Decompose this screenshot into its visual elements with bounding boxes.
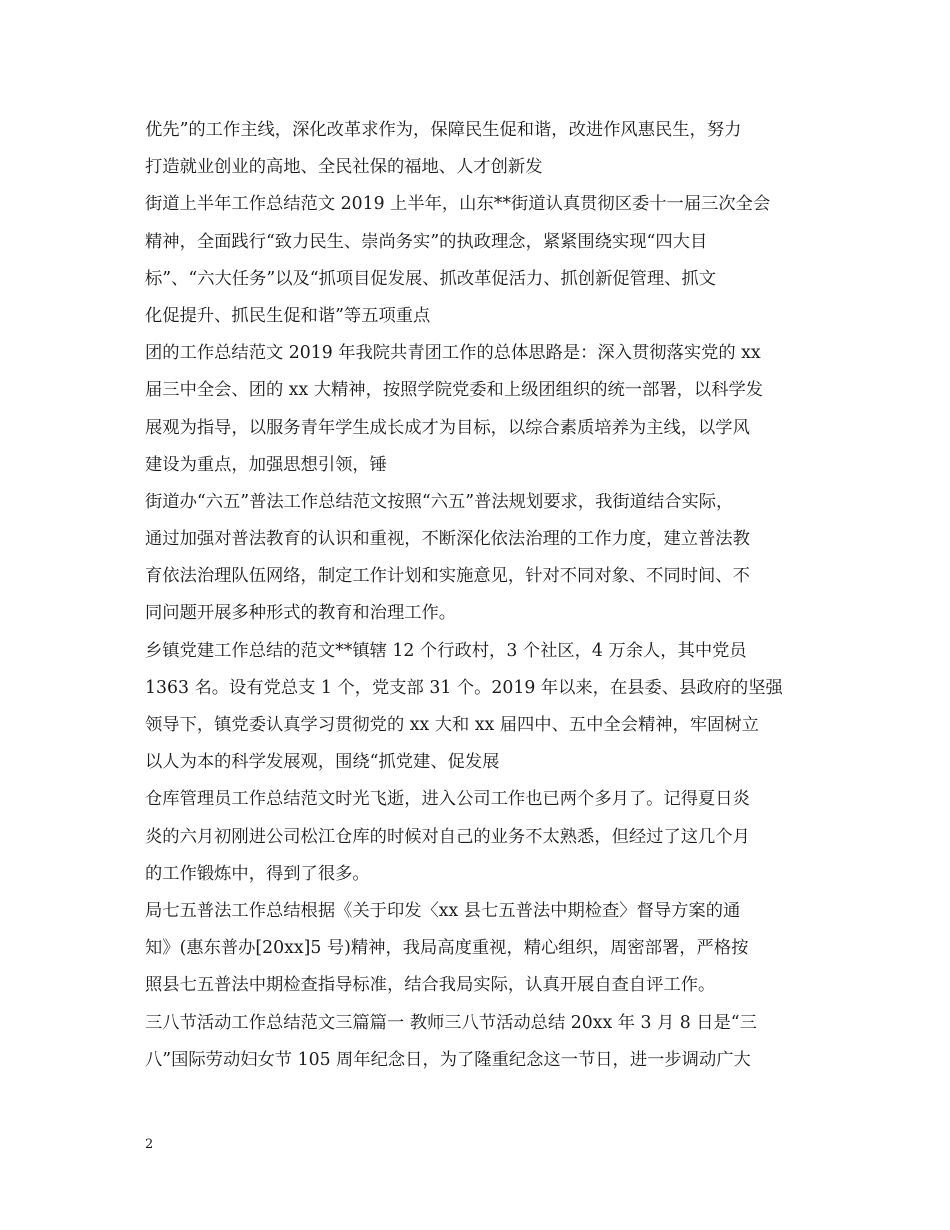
- text-line: 炎的六月初刚进公司松江仓库的时候对自己的业务不太熟悉，但经过了这几个月: [145, 826, 750, 847]
- text-line: 三八节活动工作总结范文三篇篇一 教师三八节活动总结 20xx 年 3 月 8 日是“三: [145, 1012, 757, 1033]
- text-line: 建设为重点，加强思想引领，锤: [145, 454, 387, 475]
- text-line: 届三中全会、团的 xx 大精神，按照学院党委和上级团组织的统一部署，以科学发: [145, 380, 764, 401]
- text-line: 标”、“六大任务”以及“抓项目促发展、抓改革促活力、抓创新促管理、抓文: [145, 268, 717, 289]
- text-line: 1363 名。设有党总支 1 个，党支部 31 个。2019 年以来，在县委、县政府的坚强: [145, 677, 783, 698]
- text-line: 通过加强对普法教育的认识和重视，不断深化依法治理的工作力度，建立普法教: [145, 529, 750, 550]
- text-line: 打造就业创业的高地、全民社保的福地、人才创新发: [145, 157, 543, 178]
- text-line: 以人为本的科学发展观，围绕“抓党建、促发展: [145, 752, 500, 773]
- text-line: 领导下，镇党委认真学习贯彻党的 xx 大和 xx 届四中、五中全会精神，牢固树立: [145, 715, 759, 735]
- text-line: 仓库管理员工作总结范文时光飞逝，进入公司工作也已两个多月了。记得夏日炎: [145, 789, 750, 810]
- page-number: 2: [145, 1137, 154, 1152]
- text-line: 展观为指导，以服务青年学生成长成才为目标，以综合素质培养为主线，以学风: [145, 417, 750, 438]
- text-line: 优先”的工作主线，深化改革求作为，保障民生促和谐，改进作风惠民生，努力: [145, 120, 742, 140]
- text-line: 街道上半年工作总结范文 2019 上半年，山东**街道认真贯彻区委十一届三次全会: [145, 194, 771, 215]
- text-line: 的工作锻炼中，得到了很多。: [145, 863, 370, 884]
- text-line: 精神，全面践行“致力民生、崇尚务实”的执政理念，紧紧围绕实现“四大目: [145, 231, 708, 252]
- text-line: 照县七五普法中期检查指导标准，结合我局实际，认真开展自查自评工作。: [145, 975, 716, 996]
- text-line: 局七五普法工作总结根据《关于印发〈xx 县七五普法中期检查〉督导方案的通: [145, 900, 741, 921]
- text-line: 同问题开展多种形式的教育和治理工作。: [145, 603, 457, 624]
- text-line: 知》(惠东普办[20xx]5 号)精神，我局高度重视，精心组织，周密部署，严格按: [145, 938, 749, 959]
- text-line: 八”国际劳动妇女节 105 周年纪念日，为了隆重纪念这一节日，进一步调动广大: [145, 1049, 751, 1070]
- text-line: 团的工作总结范文 2019 年我院共青团工作的总体思路是：深入贯彻落实党的 xx: [145, 343, 761, 364]
- text-line: 街道办“六五”普法工作总结范文按照“六五”普法规划要求，我街道结合实际，: [145, 491, 734, 512]
- document-body: [145, 112, 810, 1079]
- text-line: 化促提升、抓民生促和谐”等五项重点: [145, 305, 431, 326]
- text-line: 育依法治理队伍网络，制定工作计划和实施意见，针对不同对象、不同时间、不: [145, 566, 750, 587]
- text-line: 乡镇党建工作总结的范文**镇辖 12 个行政村，3 个社区，4 万余人，其中党员: [145, 640, 747, 661]
